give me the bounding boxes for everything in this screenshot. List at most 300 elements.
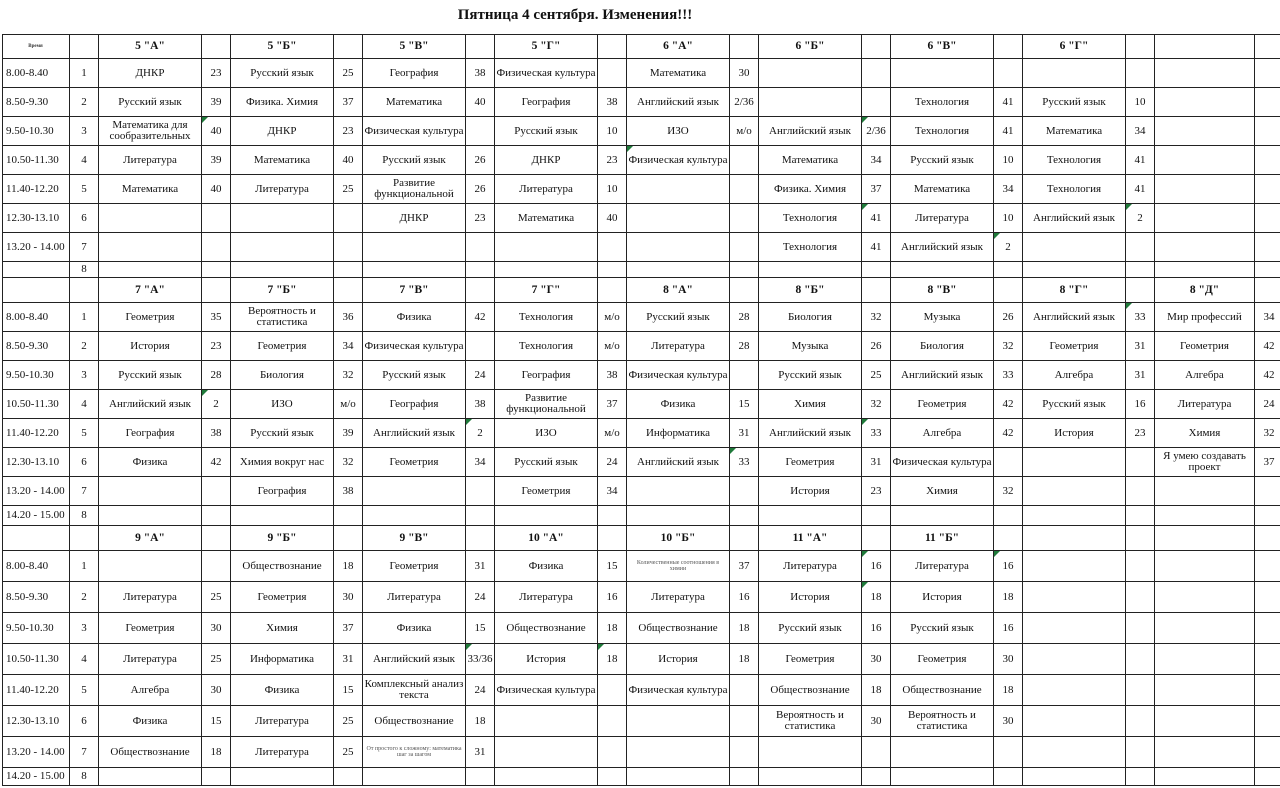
change-marker-icon (466, 419, 472, 425)
change-marker-icon (862, 582, 868, 588)
subject-cell: География (495, 361, 598, 390)
room-header-cell (202, 526, 231, 551)
subject-cell: ИЗО (627, 117, 730, 146)
subject-cell: Количественные соотношения в химии (627, 551, 730, 582)
room-cell (862, 768, 891, 786)
time-header-cell (2, 278, 70, 303)
subject-cell (627, 506, 730, 526)
subject-cell: Английский язык (759, 117, 862, 146)
class-header (1155, 34, 1255, 59)
subject-cell (1023, 613, 1126, 644)
lesson-number: 5 (70, 175, 99, 204)
subject-cell: Технология (1023, 175, 1126, 204)
room-cell: 16 (994, 613, 1023, 644)
num-header-cell (70, 278, 99, 303)
subject-cell: Математика (891, 175, 994, 204)
subject-cell (1155, 737, 1255, 768)
subject-cell: Литература (627, 582, 730, 613)
room-cell (730, 675, 759, 706)
room-cell: 31 (730, 419, 759, 448)
room-cell: 30 (994, 706, 1023, 737)
room-cell: м/о (598, 419, 627, 448)
subject-cell (627, 204, 730, 233)
room-cell: 2 (1126, 204, 1155, 233)
room-cell (862, 59, 891, 88)
room-cell (202, 506, 231, 526)
room-cell: 26 (466, 146, 495, 175)
subject-cell (1155, 117, 1255, 146)
room-cell: 18 (862, 582, 891, 613)
room-cell: 38 (202, 419, 231, 448)
subject-cell: Химия вокруг нас (231, 448, 334, 477)
room-header-cell (466, 526, 495, 551)
room-cell: 37 (862, 175, 891, 204)
room-cell (1126, 59, 1155, 88)
subject-cell: История (891, 582, 994, 613)
room-cell (202, 768, 231, 786)
room-cell (730, 146, 759, 175)
class-header: 6 "А" (627, 34, 730, 59)
lesson-number: 8 (70, 768, 99, 786)
subject-cell: Русский язык (231, 419, 334, 448)
room-cell (1126, 768, 1155, 786)
time-cell: 8.50-9.30 (2, 582, 70, 613)
room-cell: 2 (466, 419, 495, 448)
subject-cell (627, 768, 730, 786)
subject-cell: Вероятность и статистика (891, 706, 994, 737)
time-cell: 8.50-9.30 (2, 88, 70, 117)
subject-cell: Технология (1023, 146, 1126, 175)
subject-cell: Геометрия (363, 551, 466, 582)
time-cell: 11.40-12.20 (2, 419, 70, 448)
subject-cell (627, 706, 730, 737)
subject-cell: Литература (99, 146, 202, 175)
room-cell: 28 (730, 303, 759, 332)
room-cell: 33/36 (466, 644, 495, 675)
room-cell (862, 88, 891, 117)
subject-cell: Алгебра (1155, 361, 1255, 390)
room-cell (1255, 146, 1280, 175)
lesson-number: 1 (70, 59, 99, 88)
room-cell (334, 204, 363, 233)
room-cell (598, 233, 627, 262)
subject-cell (1155, 506, 1255, 526)
subject-cell: Геометрия (495, 477, 598, 506)
subject-cell: Английский язык (363, 419, 466, 448)
lesson-number: 5 (70, 675, 99, 706)
subject-cell: Русский язык (363, 361, 466, 390)
room-cell (202, 233, 231, 262)
subject-cell: Физика (363, 613, 466, 644)
subject-cell (1023, 262, 1126, 278)
subject-cell: Русский язык (495, 117, 598, 146)
subject-cell (1155, 675, 1255, 706)
room-cell: 2 (202, 390, 231, 419)
subject-cell: Физика. Химия (759, 175, 862, 204)
room-cell: 34 (598, 477, 627, 506)
subject-cell: Вероятность и статистика (231, 303, 334, 332)
subject-cell: История (627, 644, 730, 675)
subject-cell: Физика. Химия (231, 88, 334, 117)
room-cell (862, 737, 891, 768)
room-cell: 18 (334, 551, 363, 582)
subject-cell: ИЗО (231, 390, 334, 419)
subject-cell (759, 768, 862, 786)
room-header-cell (1255, 278, 1280, 303)
room-cell: 33 (730, 448, 759, 477)
room-cell: 2/36 (862, 117, 891, 146)
subject-cell: Русский язык (99, 361, 202, 390)
room-cell: 38 (598, 88, 627, 117)
subject-cell (1023, 737, 1126, 768)
room-cell (466, 506, 495, 526)
subject-cell: Математика для сообразительных (99, 117, 202, 146)
room-cell: 34 (334, 332, 363, 361)
room-cell: 28 (202, 361, 231, 390)
class-header (1023, 526, 1126, 551)
lesson-number: 4 (70, 390, 99, 419)
room-cell: 31 (1126, 361, 1155, 390)
room-cell: 30 (202, 675, 231, 706)
change-marker-icon (598, 644, 604, 650)
room-header-cell (730, 526, 759, 551)
room-cell (598, 506, 627, 526)
time-cell: 12.30-13.10 (2, 706, 70, 737)
subject-cell: ДНКР (99, 59, 202, 88)
room-cell (1255, 88, 1280, 117)
subject-cell (759, 506, 862, 526)
subject-cell (759, 59, 862, 88)
subject-cell: Физика (99, 448, 202, 477)
class-header: 11 "Б" (891, 526, 994, 551)
room-cell: 18 (730, 613, 759, 644)
subject-cell (891, 737, 994, 768)
subject-cell: Математика (495, 204, 598, 233)
room-cell: 18 (994, 582, 1023, 613)
subject-cell: Химия (231, 613, 334, 644)
subject-cell: ДНКР (495, 146, 598, 175)
room-cell (334, 506, 363, 526)
subject-cell: Я умею создавать проект (1155, 448, 1255, 477)
subject-cell: Обществознание (759, 675, 862, 706)
room-cell: 37 (334, 613, 363, 644)
subject-cell (1155, 477, 1255, 506)
room-cell (1255, 644, 1280, 675)
room-cell: 38 (466, 59, 495, 88)
room-cell (466, 262, 495, 278)
room-cell: 32 (862, 390, 891, 419)
subject-cell: Русский язык (759, 613, 862, 644)
subject-cell: Физика (495, 551, 598, 582)
room-cell: 31 (1126, 332, 1155, 361)
time-cell: 14.20 - 15.00 (2, 506, 70, 526)
subject-cell: Геометрия (1023, 332, 1126, 361)
room-cell: 16 (598, 582, 627, 613)
lesson-number: 7 (70, 233, 99, 262)
num-header-cell (70, 34, 99, 59)
subject-cell: Литература (627, 332, 730, 361)
subject-cell: Технология (891, 88, 994, 117)
subject-cell: Обществознание (231, 551, 334, 582)
class-header: 5 "Б" (231, 34, 334, 59)
time-cell: 13.20 - 14.00 (2, 737, 70, 768)
change-marker-icon (862, 419, 868, 425)
room-cell: 34 (1126, 117, 1155, 146)
room-cell (730, 506, 759, 526)
subject-cell: Русский язык (231, 59, 334, 88)
room-header-cell (994, 34, 1023, 59)
room-header-cell (730, 34, 759, 59)
room-cell: 24 (598, 448, 627, 477)
subject-cell: Геометрия (1155, 332, 1255, 361)
subject-cell: Литература (495, 582, 598, 613)
room-cell (1126, 551, 1155, 582)
room-cell (1126, 262, 1155, 278)
subject-cell (1023, 551, 1126, 582)
room-cell: 41 (862, 233, 891, 262)
subject-cell: Музыка (891, 303, 994, 332)
room-cell: 41 (1126, 175, 1155, 204)
room-cell: 40 (466, 88, 495, 117)
subject-cell: Геометрия (759, 644, 862, 675)
room-header-cell (334, 278, 363, 303)
room-cell: 32 (862, 303, 891, 332)
subject-cell: История (1023, 419, 1126, 448)
room-cell: 16 (730, 582, 759, 613)
subject-cell: Английский язык (627, 448, 730, 477)
subject-cell: Русский язык (1023, 390, 1126, 419)
room-cell: 15 (202, 706, 231, 737)
subject-cell: Информатика (231, 644, 334, 675)
class-header (1155, 526, 1255, 551)
subject-cell (231, 204, 334, 233)
room-cell: 34 (466, 448, 495, 477)
room-cell: 31 (466, 737, 495, 768)
subject-cell: Обществознание (99, 737, 202, 768)
time-cell: 13.20 - 14.00 (2, 233, 70, 262)
change-marker-icon (862, 204, 868, 210)
room-cell (1126, 737, 1155, 768)
subject-cell: Литература (231, 706, 334, 737)
room-cell (598, 706, 627, 737)
subject-cell: Вероятность и статистика (759, 706, 862, 737)
subject-cell: Английский язык (891, 233, 994, 262)
room-cell: 23 (202, 332, 231, 361)
subject-cell: Музыка (759, 332, 862, 361)
room-cell: 37 (730, 551, 759, 582)
subject-cell: Литература (1155, 390, 1255, 419)
room-cell: 28 (730, 332, 759, 361)
room-cell: 26 (862, 332, 891, 361)
room-cell: 32 (1255, 419, 1280, 448)
room-cell (730, 262, 759, 278)
room-cell: 33 (994, 361, 1023, 390)
room-header-cell (202, 34, 231, 59)
subject-cell (1155, 644, 1255, 675)
subject-cell: Технология (759, 204, 862, 233)
room-cell (334, 768, 363, 786)
room-cell: 39 (202, 88, 231, 117)
room-cell: 16 (1126, 390, 1155, 419)
room-cell: 38 (334, 477, 363, 506)
room-cell: 15 (334, 675, 363, 706)
subject-cell (495, 233, 598, 262)
change-marker-icon (1126, 204, 1132, 210)
room-cell (202, 477, 231, 506)
class-header: 9 "Б" (231, 526, 334, 551)
room-cell: 42 (1255, 332, 1280, 361)
subject-cell (1023, 59, 1126, 88)
class-header: 8 "А" (627, 278, 730, 303)
room-cell (1255, 706, 1280, 737)
subject-cell (1155, 88, 1255, 117)
class-header: 5 "В" (363, 34, 466, 59)
room-cell: м/о (598, 303, 627, 332)
room-cell: 34 (994, 175, 1023, 204)
subject-cell (495, 737, 598, 768)
room-cell: 41 (994, 117, 1023, 146)
room-cell: 30 (994, 644, 1023, 675)
time-cell: 10.50-11.30 (2, 390, 70, 419)
room-header-cell (994, 526, 1023, 551)
room-cell (862, 262, 891, 278)
subject-cell: Английский язык (627, 88, 730, 117)
room-cell: 33 (862, 419, 891, 448)
room-cell (1255, 59, 1280, 88)
subject-cell: Геометрия (891, 390, 994, 419)
subject-cell (1155, 768, 1255, 786)
time-cell: 8.00-8.40 (2, 303, 70, 332)
lesson-number: 1 (70, 303, 99, 332)
room-cell: 41 (994, 88, 1023, 117)
time-cell: 9.50-10.30 (2, 361, 70, 390)
subject-cell: Литература (495, 175, 598, 204)
time-cell: 8.50-9.30 (2, 332, 70, 361)
subject-cell: Геометрия (759, 448, 862, 477)
subject-cell: ИЗО (495, 419, 598, 448)
room-cell: 26 (466, 175, 495, 204)
num-header-cell (70, 526, 99, 551)
subject-cell (99, 551, 202, 582)
lesson-number: 4 (70, 644, 99, 675)
subject-cell (1023, 644, 1126, 675)
room-cell (202, 204, 231, 233)
subject-cell (363, 768, 466, 786)
class-header: 6 "Г" (1023, 34, 1126, 59)
subject-cell (1023, 506, 1126, 526)
subject-cell: Физическая культура (627, 146, 730, 175)
time-cell: 10.50-11.30 (2, 146, 70, 175)
subject-cell: Алгебра (99, 675, 202, 706)
subject-cell: Технология (495, 303, 598, 332)
subject-cell: Развитие функциональной (363, 175, 466, 204)
subject-cell: Геометрия (231, 582, 334, 613)
subject-cell: Обществознание (495, 613, 598, 644)
room-cell (1255, 175, 1280, 204)
subject-cell: Русский язык (495, 448, 598, 477)
room-cell: 41 (1126, 146, 1155, 175)
subject-cell (759, 737, 862, 768)
subject-cell: Русский язык (99, 88, 202, 117)
room-cell (334, 262, 363, 278)
room-cell: 18 (730, 644, 759, 675)
class-header: 6 "В" (891, 34, 994, 59)
room-cell: 39 (334, 419, 363, 448)
time-cell: 12.30-13.10 (2, 204, 70, 233)
room-cell: 25 (334, 706, 363, 737)
lesson-number: 5 (70, 419, 99, 448)
room-cell (1255, 204, 1280, 233)
subject-cell (759, 88, 862, 117)
room-cell: 25 (334, 737, 363, 768)
room-cell: 32 (994, 332, 1023, 361)
subject-cell: Геометрия (891, 644, 994, 675)
lesson-number: 3 (70, 361, 99, 390)
subject-cell (1155, 204, 1255, 233)
subject-cell: Мир профессий (1155, 303, 1255, 332)
subject-cell (231, 233, 334, 262)
room-cell (730, 737, 759, 768)
room-cell: 30 (730, 59, 759, 88)
room-cell (730, 477, 759, 506)
subject-cell: Физика (231, 675, 334, 706)
room-cell (1255, 613, 1280, 644)
subject-cell (231, 768, 334, 786)
subject-cell: Физическая культура (891, 448, 994, 477)
room-cell: 16 (994, 551, 1023, 582)
room-cell (466, 477, 495, 506)
change-marker-icon (994, 551, 1000, 557)
room-cell (730, 175, 759, 204)
lesson-number: 2 (70, 332, 99, 361)
room-header-cell (862, 278, 891, 303)
subject-cell: Биология (891, 332, 994, 361)
subject-cell: Химия (759, 390, 862, 419)
subject-cell: Математика (99, 175, 202, 204)
subject-cell (627, 262, 730, 278)
room-cell (1126, 506, 1155, 526)
room-header-cell (598, 278, 627, 303)
subject-cell: Литература (99, 582, 202, 613)
room-cell: 18 (862, 675, 891, 706)
subject-cell: Английский язык (99, 390, 202, 419)
subject-cell (363, 506, 466, 526)
subject-cell (1023, 477, 1126, 506)
subject-cell: Физическая культура (363, 117, 466, 146)
room-cell: 23 (598, 146, 627, 175)
room-header-cell (598, 526, 627, 551)
subject-cell: История (759, 477, 862, 506)
room-header-cell (1255, 526, 1280, 551)
room-cell (1126, 233, 1155, 262)
subject-cell (759, 262, 862, 278)
room-cell (994, 506, 1023, 526)
subject-cell (1155, 146, 1255, 175)
room-cell (466, 233, 495, 262)
time-header-cell (2, 526, 70, 551)
subject-cell (1155, 262, 1255, 278)
class-header: 8 "В" (891, 278, 994, 303)
change-marker-icon (202, 117, 208, 123)
room-cell (994, 768, 1023, 786)
room-header-cell (862, 526, 891, 551)
room-cell: 15 (466, 613, 495, 644)
room-cell (1255, 675, 1280, 706)
room-header-cell (862, 34, 891, 59)
subject-cell (231, 506, 334, 526)
class-header: 8 "Г" (1023, 278, 1126, 303)
room-cell: 36 (334, 303, 363, 332)
